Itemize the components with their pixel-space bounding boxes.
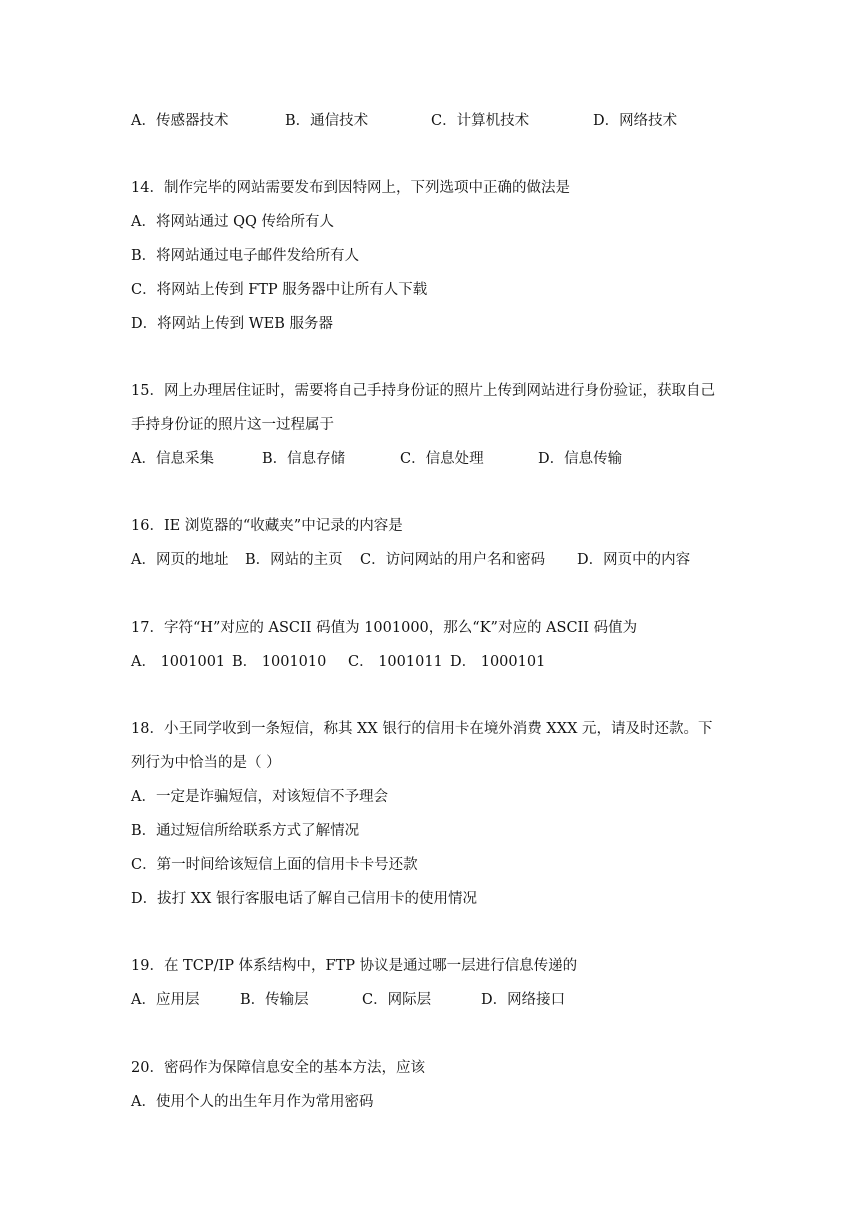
q13-option-b: B．通信技术: [285, 113, 369, 129]
q15-option-c: C．信息处理: [400, 451, 484, 467]
q19-option-a: A．应用层: [131, 992, 200, 1008]
q18-option-d: D．拔打 XX 银行客服电话了解自己信用卡的使用情况: [131, 891, 477, 907]
q17-option-b: B． 1001010: [232, 654, 327, 670]
q19-option-b: B．传输层: [240, 992, 309, 1008]
q13-option-c: C．计算机技术: [431, 113, 530, 129]
q14-option-a: A．将网站通过 QQ 传给所有人: [131, 214, 334, 230]
q15-option-b: B．信息存储: [262, 451, 346, 467]
q15-option-d: D．信息传输: [538, 451, 623, 467]
q18-option-c: C．第一时间给该短信上面的信用卡卡号还款: [131, 857, 418, 873]
q15-option-a: A．信息采集: [131, 451, 214, 467]
q19-stem: 19．在 TCP/IP 体系结构中，FTP 协议是通过哪一层进行信息传递的: [131, 958, 578, 974]
q13-option-d: D．网络技术: [593, 113, 678, 129]
q16-option-d: D．网页中的内容: [577, 552, 691, 568]
q16-option-a: A．网页的地址: [131, 552, 229, 568]
q18-option-a: A．一定是诈骗短信，对该短信不予理会: [131, 789, 388, 805]
q20-stem: 20．密码作为保障信息安全的基本方法，应该: [131, 1060, 425, 1076]
q19-option-c: C．网际层: [362, 992, 432, 1008]
q20-option-a: A．使用个人的出生年月作为常用密码: [131, 1094, 374, 1110]
q14-option-b: B．将网站通过电子邮件发给所有人: [131, 248, 360, 264]
q17-option-d: D． 1000101: [450, 654, 546, 670]
q14-stem: 14．制作完毕的网站需要发布到因特网上，下列选项中正确的做法是: [131, 180, 570, 196]
q17-stem: 17．字符“H”对应的 ASCII 码值为 1001000，那么“K”对应的 ASCII 码值为: [131, 620, 638, 636]
q15-stem-line-2: 手持身份证的照片这一过程属于: [131, 417, 334, 433]
q15-stem-line-1: 15．网上办理居住证时，需要将自己手持身份证的照片上传到网站进行身份验证，获取自己: [131, 383, 715, 399]
q13-option-a: A．传感器技术: [131, 113, 229, 129]
q17-option-c: C． 1001011: [348, 654, 443, 670]
q18-option-b: B．通过短信所给联系方式了解情况: [131, 823, 360, 839]
q18-stem-line-2: 列行为中恰当的是（ ）: [131, 755, 281, 771]
q16-option-b: B．网站的主页: [245, 552, 343, 568]
q18-stem-line-1: 18．小王同学收到一条短信，称其 XX 银行的信用卡在境外消费 XXX 元，请及时还款。下: [131, 721, 713, 737]
q16-stem: 16．IE 浏览器的“收藏夹”中记录的内容是: [131, 518, 403, 534]
q17-option-a: A． 1001001: [131, 654, 226, 670]
q16-option-c: C．访问网站的用户名和密码: [360, 552, 546, 568]
q14-option-d: D．将网站上传到 WEB 服务器: [131, 316, 333, 332]
q19-option-d: D．网络接口: [481, 992, 566, 1008]
q14-option-c: C．将网站上传到 FTP 服务器中让所有人下载: [131, 282, 428, 298]
